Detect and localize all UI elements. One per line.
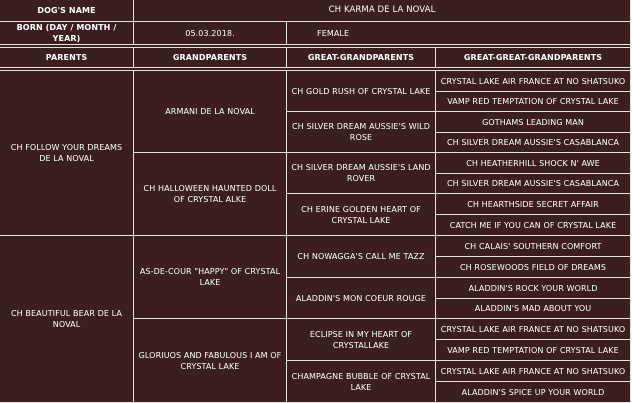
ggg-5: CH HEATHERHILL SHOCK N' AWE	[436, 153, 631, 174]
ggg-14: VAMP RED TEMPTATION OF CRYSTAL LAKE	[436, 340, 631, 361]
great-grandparent-3: CH SILVER DREAM AUSSIE'S LAND ROVER	[287, 153, 436, 194]
sex-value: FEMALE	[287, 22, 631, 45]
ggg-13: CRYSTAL LAKE AIR FRANCE AT NO SHATSUKO	[436, 319, 631, 340]
ggg-6: CH SILVER DREAM AUSSIE'S CASABLANCA	[436, 174, 631, 194]
ggg-16: ALADDIN'S SPICE UP YOUR WORLD	[436, 382, 631, 403]
dog-name-label: DOG'S NAME	[0, 0, 134, 22]
grandparent-3: AS-DE-COUR "HAPPY" OF CRYSTAL LAKE	[134, 236, 287, 319]
header-great-grandparents: GREAT-GRANDPARENTS	[287, 48, 436, 68]
ggg-2: VAMP RED TEMPTATION OF CRYSTAL LAKE	[436, 92, 631, 112]
great-grandparent-4: CH ERINE GOLDEN HEART OF CRYSTAL LAKE	[287, 194, 436, 236]
ggg-10: CH ROSEWOODS FIELD OF DREAMS	[436, 257, 631, 278]
grandparent-1: ARMANI DE LA NOVAL	[134, 71, 287, 153]
header-parents: PARENTS	[0, 48, 134, 68]
header-grandparents: GRANDPARENTS	[134, 48, 287, 68]
great-grandparent-5: CH NOWAGGA'S CALL ME TAZZ	[287, 236, 436, 278]
grandparent-4: GLORIUOS AND FABULOUS I AM OF CRYSTAL LAKE	[134, 319, 287, 403]
ggg-12: ALADDIN'S MAD ABOUT YOU	[436, 299, 631, 319]
ggg-9: CH CALAIS' SOUTHERN COMFORT	[436, 236, 631, 257]
ggg-11: ALADDIN'S ROCK YOUR WORLD	[436, 278, 631, 299]
great-grandparent-1: CH GOLD RUSH OF CRYSTAL LAKE	[287, 71, 436, 112]
born-label: BORN (DAY / MONTH / YEAR)	[0, 22, 134, 45]
grandparent-2: CH HALLOWEEN HAUNTED DOLL OF CRYSTAL ALKE	[134, 153, 287, 236]
parent-sire: CH FOLLOW YOUR DREAMS DE LA NOVAL	[0, 71, 134, 236]
dog-name-value: CH KARMA DE LA NOVAL	[134, 0, 631, 22]
header-great-great-grandparents: GREAT-GREAT-GRANDPARENTS	[436, 48, 631, 68]
great-grandparent-7: ECLIPSE IN MY HEART OF CRYSTALLAKE	[287, 319, 436, 361]
great-grandparent-2: CH SILVER DREAM AUSSIE'S WILD ROSE	[287, 112, 436, 153]
ggg-15: CRYSTAL LAKE AIR FRANCE AT NO SHATSUKO	[436, 361, 631, 382]
ggg-3: GOTHAMS LEADING MAN	[436, 112, 631, 133]
great-grandparent-6: ALADDIN'S MON COEUR ROUGE	[287, 278, 436, 319]
great-grandparent-8: CHAMPAGNE BUBBLE OF CRYSTAL LAKE	[287, 361, 436, 403]
parent-dam: CH BEAUTIFUL BEAR DE LA NOVAL	[0, 236, 134, 403]
ggg-8: CATCH ME IF YOU CAN OF CRYSTAL LAKE	[436, 215, 631, 236]
born-date-value: 05.03.2018.	[134, 22, 287, 45]
ggg-7: CH HEARTHSIDE SECRET AFFAIR	[436, 194, 631, 215]
ggg-1: CRYSTAL LAKE AIR FRANCE AT NO SHATSUKO	[436, 71, 631, 92]
ggg-4: CH SILVER DREAM AUSSIE'S CASABLANCA	[436, 133, 631, 153]
